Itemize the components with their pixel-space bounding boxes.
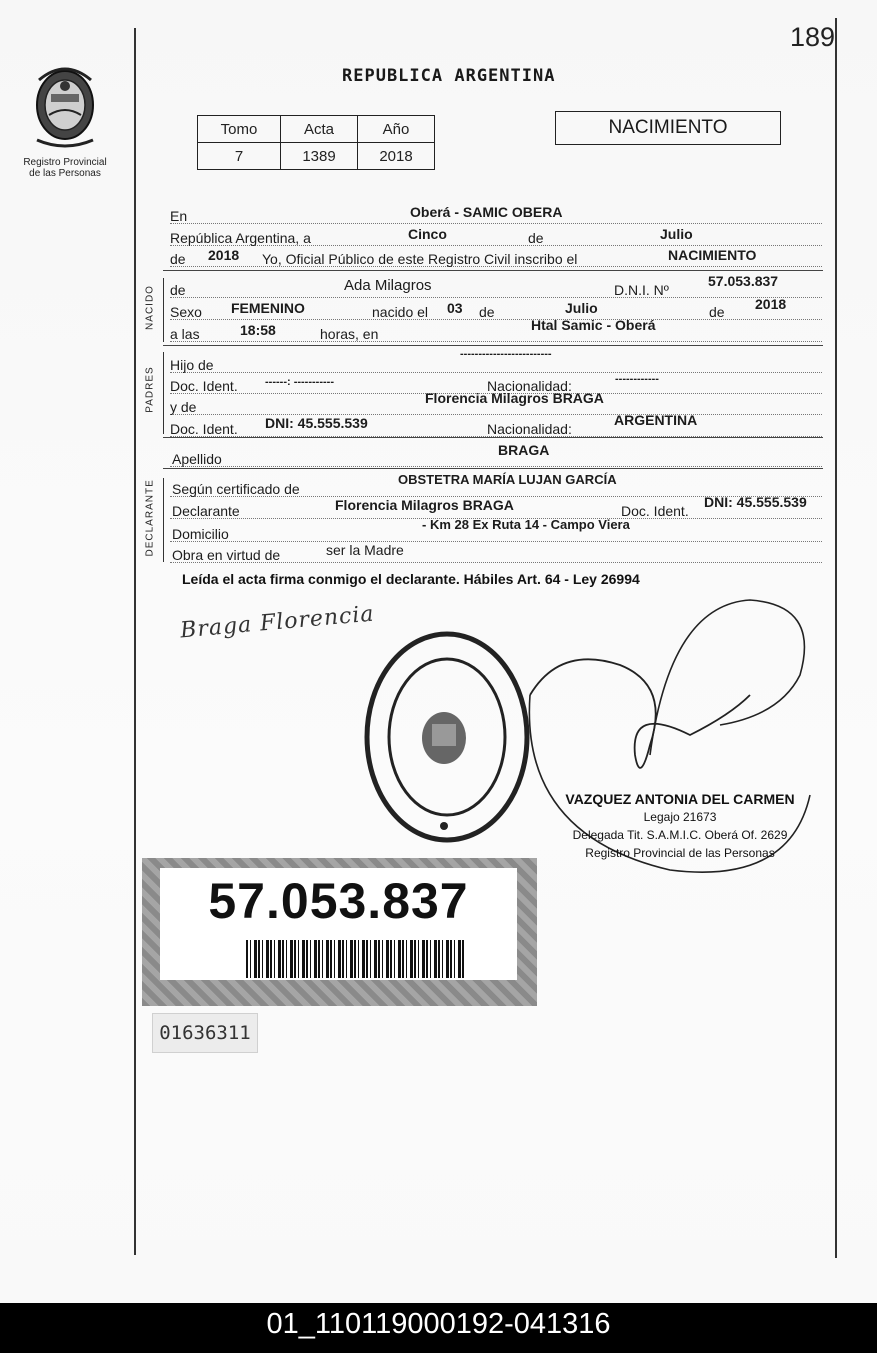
apellido-top-rule <box>163 437 823 438</box>
line-apellido <box>170 442 822 467</box>
barcode-icon <box>246 940 466 978</box>
alas-label: a las <box>170 326 200 342</box>
year-value: 2018 <box>208 247 240 263</box>
line-domicilio <box>170 517 822 542</box>
line-child-name <box>170 273 822 298</box>
serial-number: 01636311 <box>152 1013 258 1053</box>
declarante-name: Florencia Milagros BRAGA <box>335 497 514 513</box>
birth-day: 03 <box>447 300 463 316</box>
official-block <box>565 790 795 862</box>
apellido-label: Apellido <box>172 451 222 467</box>
anio-header: Año <box>358 116 435 143</box>
sexo-label: Sexo <box>170 304 202 320</box>
child-dni: 57.053.837 <box>708 273 779 289</box>
logo-caption: Registro Provincial de las Personas <box>23 157 107 179</box>
line-mother-doc <box>170 412 822 437</box>
official-name: VAZQUEZ ANTONIA DEL CARMEN <box>565 791 795 807</box>
mother-doc: DNI: 45.555.539 <box>265 415 368 431</box>
line-date <box>170 226 822 246</box>
right-margin-line <box>835 18 837 1258</box>
line-year <box>170 247 822 267</box>
dni-label: D.N.I. Nº <box>614 282 669 298</box>
left-margin-line <box>134 28 136 1255</box>
birth-year: 2018 <box>755 296 787 312</box>
father-name: ------------------------- <box>460 348 552 360</box>
domicilio-value: - Km 28 Ex Ruta 14 - Campo Viera <box>422 517 630 532</box>
de2-label: de <box>170 251 186 267</box>
padres-bar <box>163 352 164 434</box>
declarante-section-label: DECLARANTE <box>144 479 156 557</box>
nacido-section-label: NACIDO <box>144 285 156 330</box>
month-value: Julio <box>660 226 693 242</box>
province-logo <box>20 60 110 179</box>
en-label: En <box>170 208 188 224</box>
inscribe-type: NACIMIENTO <box>668 247 757 263</box>
acta-value: 1389 <box>281 143 358 170</box>
segun-label: Según certificado de <box>172 481 300 497</box>
father-doc: ------: ----------- <box>265 376 334 388</box>
nac1-label: Nacionalidad: <box>487 378 572 394</box>
oficial-text: Yo, Oficial Público de este Registro Civil inscribo el <box>262 251 578 267</box>
declarante-bar <box>163 478 164 562</box>
place-value: Oberá - SAMIC OBERA <box>410 204 563 220</box>
nacido-top-rule <box>163 270 823 271</box>
tomo-value: 7 <box>198 143 281 170</box>
label-number: 57.053.837 <box>208 873 469 929</box>
birth-de2-label: de <box>709 304 725 320</box>
republica-label: República Argentina, a <box>170 230 311 246</box>
sexo-value: FEMENINO <box>231 300 305 316</box>
birth-month: Julio <box>565 300 598 316</box>
page-number: 189 <box>790 22 836 52</box>
nac2-label: Nacionalidad: <box>487 421 572 437</box>
declarante-top-rule <box>163 468 823 469</box>
obra-label: Obra en virtud de <box>172 547 281 563</box>
doc2-label: Doc. Ident. <box>170 421 238 437</box>
horas-label: horas, en <box>320 326 379 342</box>
line-place <box>170 204 822 224</box>
anio-value: 2018 <box>358 143 435 170</box>
coat-of-arms-icon <box>27 60 103 150</box>
nacido-de-label: de <box>170 282 186 298</box>
registry-stamp-icon <box>362 628 532 846</box>
declarante-label: Declarante <box>172 503 240 519</box>
mother-name: Florencia Milagros BRAGA <box>425 390 604 406</box>
birth-time: 18:58 <box>240 322 276 338</box>
id-label-inner <box>160 868 517 980</box>
id-label-sticker <box>142 858 537 1006</box>
hijo-de-label: Hijo de <box>170 357 214 373</box>
official-registry: Registro Provincial de las Personas <box>585 846 775 860</box>
registry-table-header-row <box>198 116 435 143</box>
yde-label: y de <box>170 399 197 415</box>
birth-de-label: de <box>479 304 495 320</box>
official-title: Delegada Tit. S.A.M.I.C. Oberá Of. 2629 <box>572 828 788 842</box>
day-value: Cinco <box>408 226 447 242</box>
declarante-doc: DNI: 45.555.539 <box>704 494 807 510</box>
closing-text: Leída el acta firma conmigo el declarante. Hábiles Art. 64 - Ley 26994 <box>182 571 640 587</box>
declarant-signature: Braga Florencia <box>179 601 376 644</box>
padres-section-label: PADRES <box>144 366 156 413</box>
record-type-box: NACIMIENTO <box>555 111 781 145</box>
obra-value: ser la Madre <box>326 542 404 558</box>
certificate-value: OBSTETRA MARÍA LUJAN GARCÍA <box>398 472 617 487</box>
registry-table-value-row <box>198 143 435 170</box>
document-title: REPUBLICA ARGENTINA <box>342 66 556 86</box>
nacido-bar <box>163 278 164 342</box>
line-father <box>170 348 822 373</box>
de-label: de <box>528 230 544 246</box>
acta-header: Acta <box>281 116 358 143</box>
tomo-header: Tomo <box>198 116 281 143</box>
doc1-label: Doc. Ident. <box>170 378 238 394</box>
footer-code: 01_110119000192-041316 <box>0 1303 877 1353</box>
line-obra <box>170 542 822 563</box>
mother-nationality: ARGENTINA <box>614 412 698 428</box>
official-legajo: Legajo 21673 <box>643 810 717 824</box>
declarante-doc-label: Doc. Ident. <box>621 503 689 519</box>
line-mother <box>170 390 822 415</box>
line-sex-birth <box>170 296 822 320</box>
line-time-place <box>170 317 822 342</box>
domicilio-label: Domicilio <box>172 526 229 542</box>
registry-table <box>197 115 435 170</box>
apellido-value: BRAGA <box>498 442 550 458</box>
nacido-el-label: nacido el <box>372 304 429 320</box>
birth-place: Htal Samic - Oberá <box>531 317 656 333</box>
father-nationality: ------------ <box>615 373 659 385</box>
child-name: Ada Milagros <box>344 277 432 294</box>
